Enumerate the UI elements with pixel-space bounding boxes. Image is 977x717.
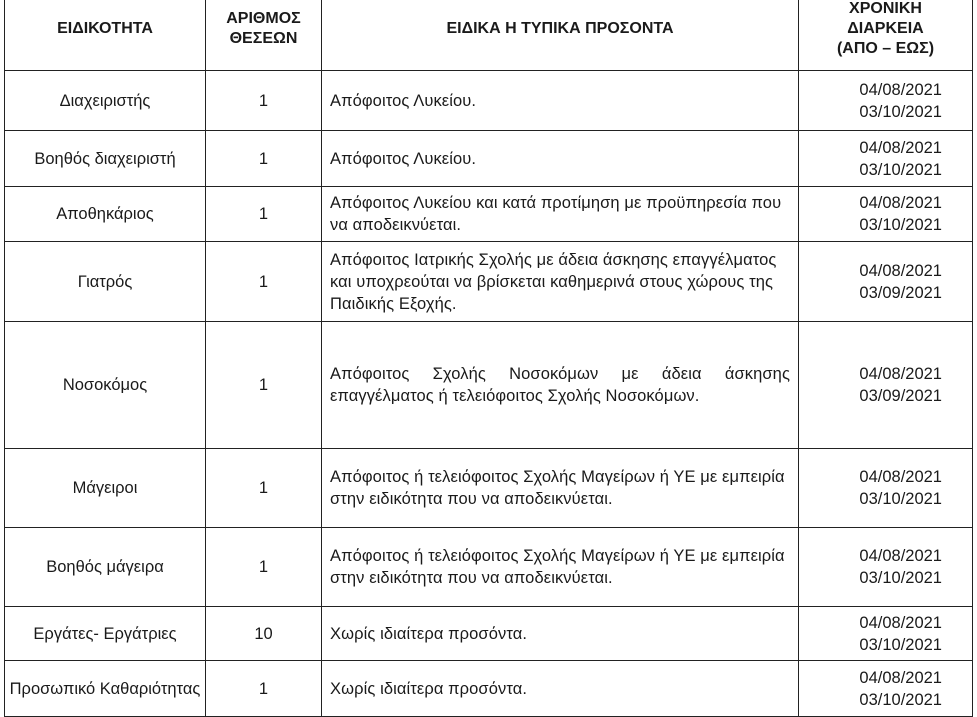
cell-duration <box>799 187 973 242</box>
table-row <box>5 187 973 242</box>
header-positions-line1: ΑΡΙΘΜΟΣ <box>226 9 301 27</box>
cell-positions: 1 <box>206 322 322 449</box>
cell-duration <box>799 449 973 528</box>
header-duration <box>799 0 973 71</box>
cell-qualifications: Απόφοιτος Σχολής Νοσοκόμων με άδεια άσκησης επαγγέλματος ή τελειόφοιτος Σχολής Νοσοκόμων. <box>322 322 799 449</box>
cell-duration <box>799 528 973 607</box>
duration-from: 04/08/2021 <box>859 468 942 486</box>
cell-specialty: Γιατρός <box>5 242 206 322</box>
duration-from: 04/08/2021 <box>859 547 942 565</box>
duration-to: 03/10/2021 <box>859 569 942 587</box>
table-row <box>5 528 973 607</box>
cell-duration <box>799 661 973 717</box>
cell-specialty: Προσωπικό Καθαριότητας <box>5 661 206 717</box>
cell-duration <box>799 71 973 131</box>
table-row <box>5 131 973 187</box>
table-row <box>5 449 973 528</box>
table-row <box>5 607 973 661</box>
header-specialty-label: ΕΙΔΙΚΟΤΗΤΑ <box>57 19 153 37</box>
cell-qualifications: Απόφοιτος ή τελειόφοιτος Σχολής Μαγείρων ή ΥΕ με εμπειρία στην ειδικότητα που να αποδεικνύεται. <box>322 449 799 528</box>
table-row <box>5 71 973 131</box>
cell-positions: 1 <box>206 71 322 131</box>
cell-qualifications: Χωρίς ιδιαίτερα προσόντα. <box>322 661 799 717</box>
table-row <box>5 242 973 322</box>
cell-specialty: Αποθηκάριος <box>5 187 206 242</box>
cell-duration <box>799 322 973 449</box>
cell-qualifications: Απόφοιτος Λυκείου. <box>322 131 799 187</box>
cell-positions: 1 <box>206 661 322 717</box>
cell-duration <box>799 131 973 187</box>
cell-specialty: Διαχειριστής <box>5 71 206 131</box>
table-header-row <box>5 0 973 71</box>
cell-positions: 1 <box>206 187 322 242</box>
cell-specialty: Μάγειροι <box>5 449 206 528</box>
duration-to: 03/10/2021 <box>859 635 942 654</box>
duration-to: 03/10/2021 <box>859 490 942 508</box>
duration-from: 04/08/2021 <box>859 138 942 157</box>
duration-from: 04/08/2021 <box>859 80 942 99</box>
duration-from: 04/08/2021 <box>859 365 942 383</box>
duration-to: 03/10/2021 <box>859 160 942 179</box>
header-duration-line1: ΧΡΟΝΙΚΗ <box>849 0 922 17</box>
duration-to: 03/10/2021 <box>859 216 942 234</box>
duration-to: 03/09/2021 <box>859 283 942 302</box>
table-row <box>5 322 973 449</box>
cell-qualifications: Απόφοιτος Λυκείου και κατά προτίμηση με προϋπηρεσία που να αποδεικνύεται. <box>322 187 799 242</box>
header-positions <box>206 0 322 71</box>
cell-qualifications: Απόφοιτος ή τελειόφοιτος Σχολής Μαγείρων ή ΥΕ με εμπειρία στην ειδικότητα που να αποδεικνύεται. <box>322 528 799 607</box>
table-row <box>5 661 973 717</box>
cell-positions: 1 <box>206 131 322 187</box>
cell-duration <box>799 242 973 322</box>
cell-qualifications: Απόφοιτος Ιατρικής Σχολής με άδεια άσκησης επαγγέλματος και υποχρεούται να βρίσκεται καθημερινά στους χώρους της Παιδικής Εξοχής. <box>322 242 799 322</box>
header-qualifications-label: ΕΙΔΙΚΑ Η ΤΥΠΙΚΑ ΠΡΟΣΟΝΤΑ <box>446 19 674 37</box>
header-duration-line2: ΔΙΑΡΚΕΙΑ <box>847 19 924 37</box>
cell-qualifications: Χωρίς ιδιαίτερα προσόντα. <box>322 607 799 661</box>
header-specialty <box>5 0 206 71</box>
cell-positions: 10 <box>206 607 322 661</box>
cell-qualifications: Απόφοιτος Λυκείου. <box>322 71 799 131</box>
header-duration-line3: (ΑΠΟ – ΕΩΣ) <box>836 39 935 57</box>
duration-to: 03/09/2021 <box>859 387 942 405</box>
cell-duration <box>799 607 973 661</box>
duration-to: 03/10/2021 <box>859 102 942 121</box>
duration-from: 04/08/2021 <box>859 261 942 280</box>
cell-positions: 1 <box>206 242 322 322</box>
cell-positions: 1 <box>206 449 322 528</box>
vacancies-table <box>4 0 973 717</box>
cell-specialty: Νοσοκόμος <box>5 322 206 449</box>
vacancies-table-container <box>4 0 972 717</box>
duration-to: 03/10/2021 <box>859 690 942 709</box>
duration-from: 04/08/2021 <box>859 613 942 632</box>
duration-from: 04/08/2021 <box>859 668 942 687</box>
cell-specialty: Βοηθός μάγειρα <box>5 528 206 607</box>
duration-from: 04/08/2021 <box>859 194 942 212</box>
cell-positions: 1 <box>206 528 322 607</box>
header-qualifications <box>322 0 799 71</box>
cell-specialty: Εργάτες- Εργάτριες <box>5 607 206 661</box>
cell-specialty: Βοηθός διαχειριστή <box>5 131 206 187</box>
header-positions-line2: ΘΕΣΕΩΝ <box>229 29 298 47</box>
